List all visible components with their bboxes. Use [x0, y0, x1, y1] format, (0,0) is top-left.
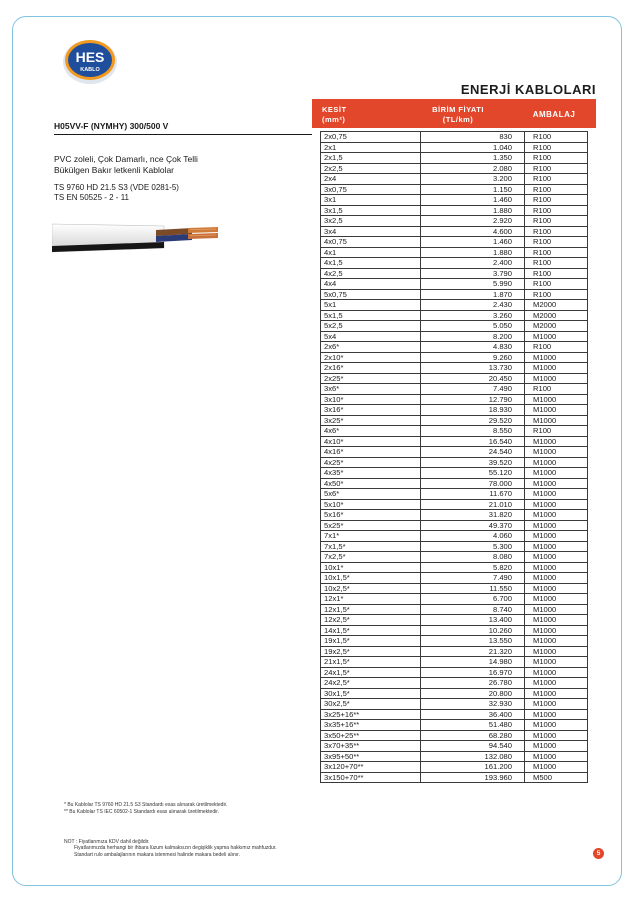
row-kesit: 3x120+70**	[321, 762, 421, 773]
row-kesit: 14x1,5*	[321, 625, 421, 636]
row-fiyat: 4.600	[421, 226, 525, 237]
table-row	[321, 237, 588, 248]
row-kesit: 4x6*	[321, 426, 421, 437]
table-row	[321, 394, 588, 405]
row-fiyat: 18.930	[421, 405, 525, 416]
row-kesit: 12x2,5*	[321, 615, 421, 626]
row-kesit: 2x25*	[321, 373, 421, 384]
row-fiyat: 1.350	[421, 153, 525, 164]
row-ambalaj: R100	[525, 205, 588, 216]
row-ambalaj: M1000	[525, 562, 588, 573]
row-fiyat: 9.260	[421, 352, 525, 363]
table-row	[321, 667, 588, 678]
row-fiyat: 5.990	[421, 279, 525, 290]
row-ambalaj: M1000	[525, 594, 588, 605]
row-kesit: 3x70+35**	[321, 741, 421, 752]
row-kesit: 3x10*	[321, 394, 421, 405]
table-row	[321, 226, 588, 237]
row-ambalaj: M2000	[525, 300, 588, 311]
row-fiyat: 29.520	[421, 415, 525, 426]
row-ambalaj: R100	[525, 184, 588, 195]
row-kesit: 10x1*	[321, 562, 421, 573]
row-fiyat: 55.120	[421, 468, 525, 479]
row-ambalaj: M1000	[525, 762, 588, 773]
row-kesit: 3x1,5	[321, 205, 421, 216]
row-fiyat: 2.920	[421, 216, 525, 227]
row-ambalaj: R100	[525, 279, 588, 290]
table-row	[321, 373, 588, 384]
table-row	[321, 205, 588, 216]
row-kesit: 3x4	[321, 226, 421, 237]
row-ambalaj: R100	[525, 342, 588, 353]
svg-text:KABLO: KABLO	[80, 67, 100, 73]
row-kesit: 4x16*	[321, 447, 421, 458]
row-ambalaj: M1000	[525, 415, 588, 426]
row-kesit: 5x4	[321, 331, 421, 342]
table-row	[321, 499, 588, 510]
table-row	[321, 636, 588, 647]
table-row	[321, 184, 588, 195]
row-fiyat: 11.670	[421, 489, 525, 500]
table-row	[321, 405, 588, 416]
row-kesit: 4x2,5	[321, 268, 421, 279]
row-fiyat: 20.450	[421, 373, 525, 384]
row-ambalaj: M1000	[525, 478, 588, 489]
product-description: PVC zoleli, Çok Damarlı, nce Çok Telli Bükülgen Bakır letkenli Kablolar	[54, 154, 198, 175]
row-fiyat: 21.010	[421, 499, 525, 510]
row-kesit: 19x2,5*	[321, 646, 421, 657]
row-fiyat: 1.460	[421, 237, 525, 248]
row-fiyat: 2.430	[421, 300, 525, 311]
row-fiyat: 2.080	[421, 163, 525, 174]
row-fiyat: 26.780	[421, 678, 525, 689]
row-kesit: 2x1	[321, 142, 421, 153]
row-fiyat: 193.960	[421, 772, 525, 783]
table-row	[321, 625, 588, 636]
row-fiyat: 24.540	[421, 447, 525, 458]
table-row	[321, 583, 588, 594]
table-row	[321, 142, 588, 153]
table-row	[321, 510, 588, 521]
row-fiyat: 1.880	[421, 205, 525, 216]
row-fiyat: 5.300	[421, 541, 525, 552]
row-ambalaj: M1000	[525, 373, 588, 384]
row-ambalaj: M1000	[525, 489, 588, 500]
row-kesit: 5x16*	[321, 510, 421, 521]
row-fiyat: 78.000	[421, 478, 525, 489]
row-ambalaj: M1000	[525, 657, 588, 668]
row-kesit: 2x10*	[321, 352, 421, 363]
row-fiyat: 31.820	[421, 510, 525, 521]
table-row	[321, 279, 588, 290]
row-ambalaj: R100	[525, 195, 588, 206]
row-ambalaj: R100	[525, 247, 588, 258]
row-ambalaj: M1000	[525, 352, 588, 363]
row-kesit: 10x2,5*	[321, 583, 421, 594]
header-birim-fiyati: BİRİM FİYATI (TL/km)	[404, 101, 512, 128]
table-row	[321, 751, 588, 762]
row-fiyat: 16.540	[421, 436, 525, 447]
table-row	[321, 678, 588, 689]
table-row	[321, 646, 588, 657]
row-kesit: 7x1*	[321, 531, 421, 542]
row-fiyat: 13.400	[421, 615, 525, 626]
row-ambalaj: M2000	[525, 310, 588, 321]
row-ambalaj: R100	[525, 226, 588, 237]
hes-kablo-logo	[62, 38, 118, 86]
header-kesit: KESİT (mm²)	[312, 101, 404, 128]
row-ambalaj: M1000	[525, 678, 588, 689]
cable-image	[52, 218, 220, 254]
table-row	[321, 436, 588, 447]
product-standards: TS 9760 HD 21.5 S3 (VDE 0281-5) TS EN 50525 - 2 - 11	[54, 183, 179, 202]
table-row	[321, 573, 588, 584]
row-ambalaj: R100	[525, 237, 588, 248]
svg-text:HES: HES	[75, 49, 105, 65]
row-ambalaj: M1000	[525, 436, 588, 447]
row-ambalaj: R100	[525, 142, 588, 153]
row-fiyat: 13.550	[421, 636, 525, 647]
table-row	[321, 699, 588, 710]
row-kesit: 19x1,5*	[321, 636, 421, 647]
row-fiyat: 1.460	[421, 195, 525, 206]
table-row	[321, 342, 588, 353]
table-row	[321, 478, 588, 489]
row-ambalaj: M1000	[525, 520, 588, 531]
table-row	[321, 772, 588, 783]
row-fiyat: 5.050	[421, 321, 525, 332]
table-row	[321, 762, 588, 773]
row-fiyat: 4.830	[421, 342, 525, 353]
row-fiyat: 14.980	[421, 657, 525, 668]
row-ambalaj: R100	[525, 258, 588, 269]
table-row	[321, 195, 588, 206]
row-fiyat: 1.040	[421, 142, 525, 153]
product-name: H05VV-F (NYMHY) 300/500 V	[54, 121, 169, 131]
page-title: ENERJİ KABLOLARI	[460, 82, 596, 97]
row-ambalaj: M1000	[525, 331, 588, 342]
table-row	[321, 258, 588, 269]
row-kesit: 2x6*	[321, 342, 421, 353]
table-row	[321, 153, 588, 164]
header-ambalaj: AMBALAJ	[512, 101, 596, 128]
row-kesit: 10x1,5*	[321, 573, 421, 584]
row-kesit: 12x1,5*	[321, 604, 421, 615]
row-ambalaj: R100	[525, 174, 588, 185]
row-kesit: 3x0,75	[321, 184, 421, 195]
row-ambalaj: M1000	[525, 646, 588, 657]
row-kesit: 5x0,75	[321, 289, 421, 300]
row-fiyat: 49.370	[421, 520, 525, 531]
table-row	[321, 384, 588, 395]
row-kesit: 3x150+70**	[321, 772, 421, 783]
footnote-single-star: * Bu Kablolar TS 9760 HD 21.5 S3 Standardı esas alınarak üretilmektedir.	[64, 802, 228, 808]
table-row	[321, 300, 588, 311]
row-kesit: 4x35*	[321, 468, 421, 479]
row-ambalaj: M1000	[525, 394, 588, 405]
row-kesit: 3x1	[321, 195, 421, 206]
table-row	[321, 657, 588, 668]
row-ambalaj: M1000	[525, 541, 588, 552]
table-row	[321, 594, 588, 605]
table-row	[321, 415, 588, 426]
row-kesit: 2x0,75	[321, 132, 421, 143]
row-fiyat: 1.150	[421, 184, 525, 195]
row-ambalaj: M1000	[525, 730, 588, 741]
row-ambalaj: M1000	[525, 709, 588, 720]
row-fiyat: 21.320	[421, 646, 525, 657]
row-fiyat: 5.820	[421, 562, 525, 573]
row-kesit: 2x16*	[321, 363, 421, 374]
row-ambalaj: R100	[525, 132, 588, 143]
table-row	[321, 709, 588, 720]
row-kesit: 2x4	[321, 174, 421, 185]
row-fiyat: 11.550	[421, 583, 525, 594]
table-row	[321, 720, 588, 731]
row-kesit: 5x1	[321, 300, 421, 311]
table-row	[321, 468, 588, 479]
row-kesit: 5x10*	[321, 499, 421, 510]
table-row	[321, 489, 588, 500]
table-row	[321, 363, 588, 374]
row-ambalaj: M1000	[525, 583, 588, 594]
row-fiyat: 68.280	[421, 730, 525, 741]
row-fiyat: 13.730	[421, 363, 525, 374]
row-ambalaj: R100	[525, 216, 588, 227]
row-kesit: 4x0,75	[321, 237, 421, 248]
row-fiyat: 32.930	[421, 699, 525, 710]
row-ambalaj: M1000	[525, 699, 588, 710]
row-kesit: 4x50*	[321, 478, 421, 489]
row-ambalaj: R100	[525, 289, 588, 300]
row-fiyat: 3.260	[421, 310, 525, 321]
row-fiyat: 94.540	[421, 741, 525, 752]
row-kesit: 3x25*	[321, 415, 421, 426]
table-row	[321, 457, 588, 468]
table-row	[321, 520, 588, 531]
row-ambalaj: M1000	[525, 510, 588, 521]
row-ambalaj: M1000	[525, 615, 588, 626]
row-fiyat: 8.080	[421, 552, 525, 563]
row-kesit: 4x25*	[321, 457, 421, 468]
row-fiyat: 3.200	[421, 174, 525, 185]
table-row	[321, 247, 588, 258]
table-row	[321, 310, 588, 321]
row-ambalaj: M1000	[525, 688, 588, 699]
row-ambalaj: M1000	[525, 636, 588, 647]
row-ambalaj: M1000	[525, 625, 588, 636]
row-kesit: 3x16*	[321, 405, 421, 416]
row-kesit: 3x2,5	[321, 216, 421, 227]
row-kesit: 3x50+25**	[321, 730, 421, 741]
row-kesit: 7x2,5*	[321, 552, 421, 563]
row-kesit: 3x35+16**	[321, 720, 421, 731]
row-fiyat: 8.550	[421, 426, 525, 437]
row-kesit: 12x1*	[321, 594, 421, 605]
row-fiyat: 2.400	[421, 258, 525, 269]
row-fiyat: 132.080	[421, 751, 525, 762]
row-fiyat: 1.880	[421, 247, 525, 258]
row-fiyat: 8.200	[421, 331, 525, 342]
table-row	[321, 352, 588, 363]
row-fiyat: 39.520	[421, 457, 525, 468]
table-row	[321, 289, 588, 300]
row-ambalaj: M2000	[525, 321, 588, 332]
row-kesit: 21x1,5*	[321, 657, 421, 668]
row-ambalaj: M1000	[525, 751, 588, 762]
row-fiyat: 7.490	[421, 573, 525, 584]
row-ambalaj: R100	[525, 426, 588, 437]
row-kesit: 30x2,5*	[321, 699, 421, 710]
row-kesit: 3x95+50**	[321, 751, 421, 762]
table-row	[321, 730, 588, 741]
row-kesit: 4x4	[321, 279, 421, 290]
row-kesit: 5x2,5	[321, 321, 421, 332]
row-kesit: 4x1	[321, 247, 421, 258]
row-ambalaj: M1000	[525, 447, 588, 458]
row-ambalaj: M1000	[525, 363, 588, 374]
row-fiyat: 7.490	[421, 384, 525, 395]
row-fiyat: 161.200	[421, 762, 525, 773]
row-ambalaj: M1000	[525, 720, 588, 731]
table-row	[321, 741, 588, 752]
row-fiyat: 12.790	[421, 394, 525, 405]
row-kesit: 24x1,5*	[321, 667, 421, 678]
row-ambalaj: M1000	[525, 468, 588, 479]
table-row	[321, 174, 588, 185]
row-ambalaj: R100	[525, 163, 588, 174]
row-ambalaj: M1000	[525, 667, 588, 678]
row-ambalaj: M1000	[525, 573, 588, 584]
row-fiyat: 1.870	[421, 289, 525, 300]
table-row	[321, 562, 588, 573]
table-row	[321, 552, 588, 563]
table-row	[321, 132, 588, 143]
row-ambalaj: M1000	[525, 499, 588, 510]
row-kesit: 3x6*	[321, 384, 421, 395]
row-ambalaj: M1000	[525, 741, 588, 752]
row-kesit: 2x2,5	[321, 163, 421, 174]
row-fiyat: 20.800	[421, 688, 525, 699]
row-fiyat: 51.480	[421, 720, 525, 731]
row-ambalaj: M500	[525, 772, 588, 783]
row-kesit: 7x1,5*	[321, 541, 421, 552]
row-ambalaj: M1000	[525, 604, 588, 615]
table-row	[321, 426, 588, 437]
table-row	[321, 688, 588, 699]
notes-block: NOT : Fiyatlarımıza KDV dahil değildir. Fiyatlarımızda herhangi bir ihbara lüzum kalmaksızın degişiklik yapma hakkımız mahfuzdur. Standart rulo ambalajlarının makara istenmesi halinde makara bedeli alınır.	[64, 839, 277, 858]
row-kesit: 3x25+16**	[321, 709, 421, 720]
row-ambalaj: M1000	[525, 405, 588, 416]
table-row	[321, 615, 588, 626]
row-ambalaj: M1000	[525, 552, 588, 563]
table-row	[321, 531, 588, 542]
table-row	[321, 331, 588, 342]
table-row	[321, 163, 588, 174]
table-row	[321, 447, 588, 458]
table-row	[321, 268, 588, 279]
table-row	[321, 604, 588, 615]
row-kesit: 24x2,5*	[321, 678, 421, 689]
table-row	[321, 321, 588, 332]
row-ambalaj: M1000	[525, 531, 588, 542]
row-kesit: 5x25*	[321, 520, 421, 531]
price-table	[320, 131, 588, 783]
row-fiyat: 830	[421, 132, 525, 143]
row-kesit: 5x1,5	[321, 310, 421, 321]
row-fiyat: 8.740	[421, 604, 525, 615]
page-number: 5	[593, 848, 604, 859]
row-ambalaj: R100	[525, 153, 588, 164]
row-ambalaj: R100	[525, 268, 588, 279]
row-kesit: 4x1,5	[321, 258, 421, 269]
table-row	[321, 541, 588, 552]
row-fiyat: 16.970	[421, 667, 525, 678]
row-fiyat: 36.400	[421, 709, 525, 720]
row-fiyat: 10.260	[421, 625, 525, 636]
row-ambalaj: M1000	[525, 457, 588, 468]
row-fiyat: 4.060	[421, 531, 525, 542]
row-kesit: 4x10*	[321, 436, 421, 447]
footnote-double-star: ** Bu Kablolar TS IEC 60502-1 Standardı esas alınarak üretilmektedir.	[64, 809, 219, 815]
table-row	[321, 216, 588, 227]
row-kesit: 5x6*	[321, 489, 421, 500]
row-kesit: 30x1,5*	[321, 688, 421, 699]
row-fiyat: 3.790	[421, 268, 525, 279]
row-kesit: 2x1,5	[321, 153, 421, 164]
row-ambalaj: R100	[525, 384, 588, 395]
row-fiyat: 6.700	[421, 594, 525, 605]
